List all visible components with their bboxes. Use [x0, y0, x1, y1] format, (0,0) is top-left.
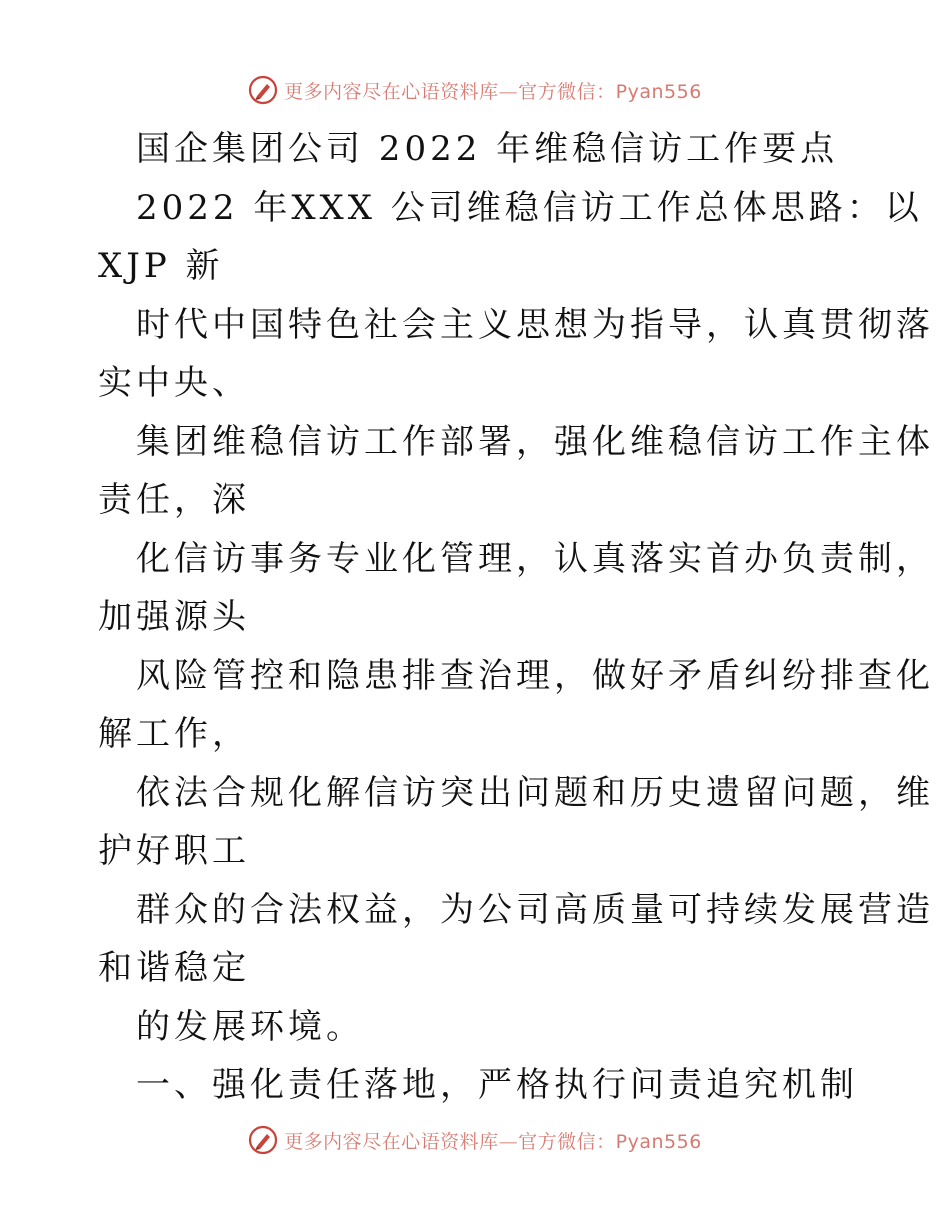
paragraph-line: 风险管控和隐患排查治理，做好矛盾纠纷排查化 [136, 655, 934, 696]
paragraph-line: 护好职工 [98, 831, 250, 871]
paragraph-line: 和谐稳定 [98, 948, 250, 988]
paragraph-line: 加强源头 [98, 597, 250, 637]
paragraph-line: 实中央、 [98, 363, 250, 403]
paragraph-line: 责任，深 [98, 480, 250, 520]
watermark-separator: — [498, 80, 519, 103]
paragraph-line: 时代中国特色社会主义思想为指导，认真贯彻落 [136, 304, 934, 345]
watermark-text [284, 77, 702, 104]
pen-logo-icon [248, 75, 278, 105]
paragraph-line: XJP 新 [98, 246, 224, 286]
document-body [98, 120, 934, 1115]
watermark-footer [0, 1120, 950, 1160]
watermark-suffix: 官方微信：Pyan556 [518, 1130, 702, 1153]
paragraph-line: 群众的合法权益，为公司高质量可持续发展营造 [136, 889, 934, 930]
paragraph-line: 2022 年XXX 公司维稳信访工作总体思路：以 [136, 187, 923, 228]
paragraph-line: 的发展环境。 [136, 1006, 364, 1047]
paragraph-line: 依法合规化解信访突出问题和历史遗留问题，维 [136, 772, 934, 813]
paragraph-line: 化信访事务专业化管理，认真落实首办负责制， [136, 538, 934, 579]
watermark-text [284, 1127, 702, 1154]
paragraph-line: 集团维稳信访工作部署，强化维稳信访工作主体 [136, 421, 934, 462]
section-heading: 一、强化责任落地，严格执行问责追究机制 [136, 1065, 858, 1105]
watermark-main: 更多内容尽在心语资料库 [284, 1130, 499, 1153]
watermark-header [0, 70, 950, 110]
pen-logo-icon [248, 1125, 278, 1155]
document-title: 国企集团公司 2022 年维稳信访工作要点 [136, 129, 839, 169]
watermark-separator: — [498, 1130, 519, 1153]
paragraph-line: 解工作， [98, 714, 250, 754]
watermark-suffix: 官方微信：Pyan556 [518, 80, 702, 103]
watermark-main: 更多内容尽在心语资料库 [284, 80, 499, 103]
